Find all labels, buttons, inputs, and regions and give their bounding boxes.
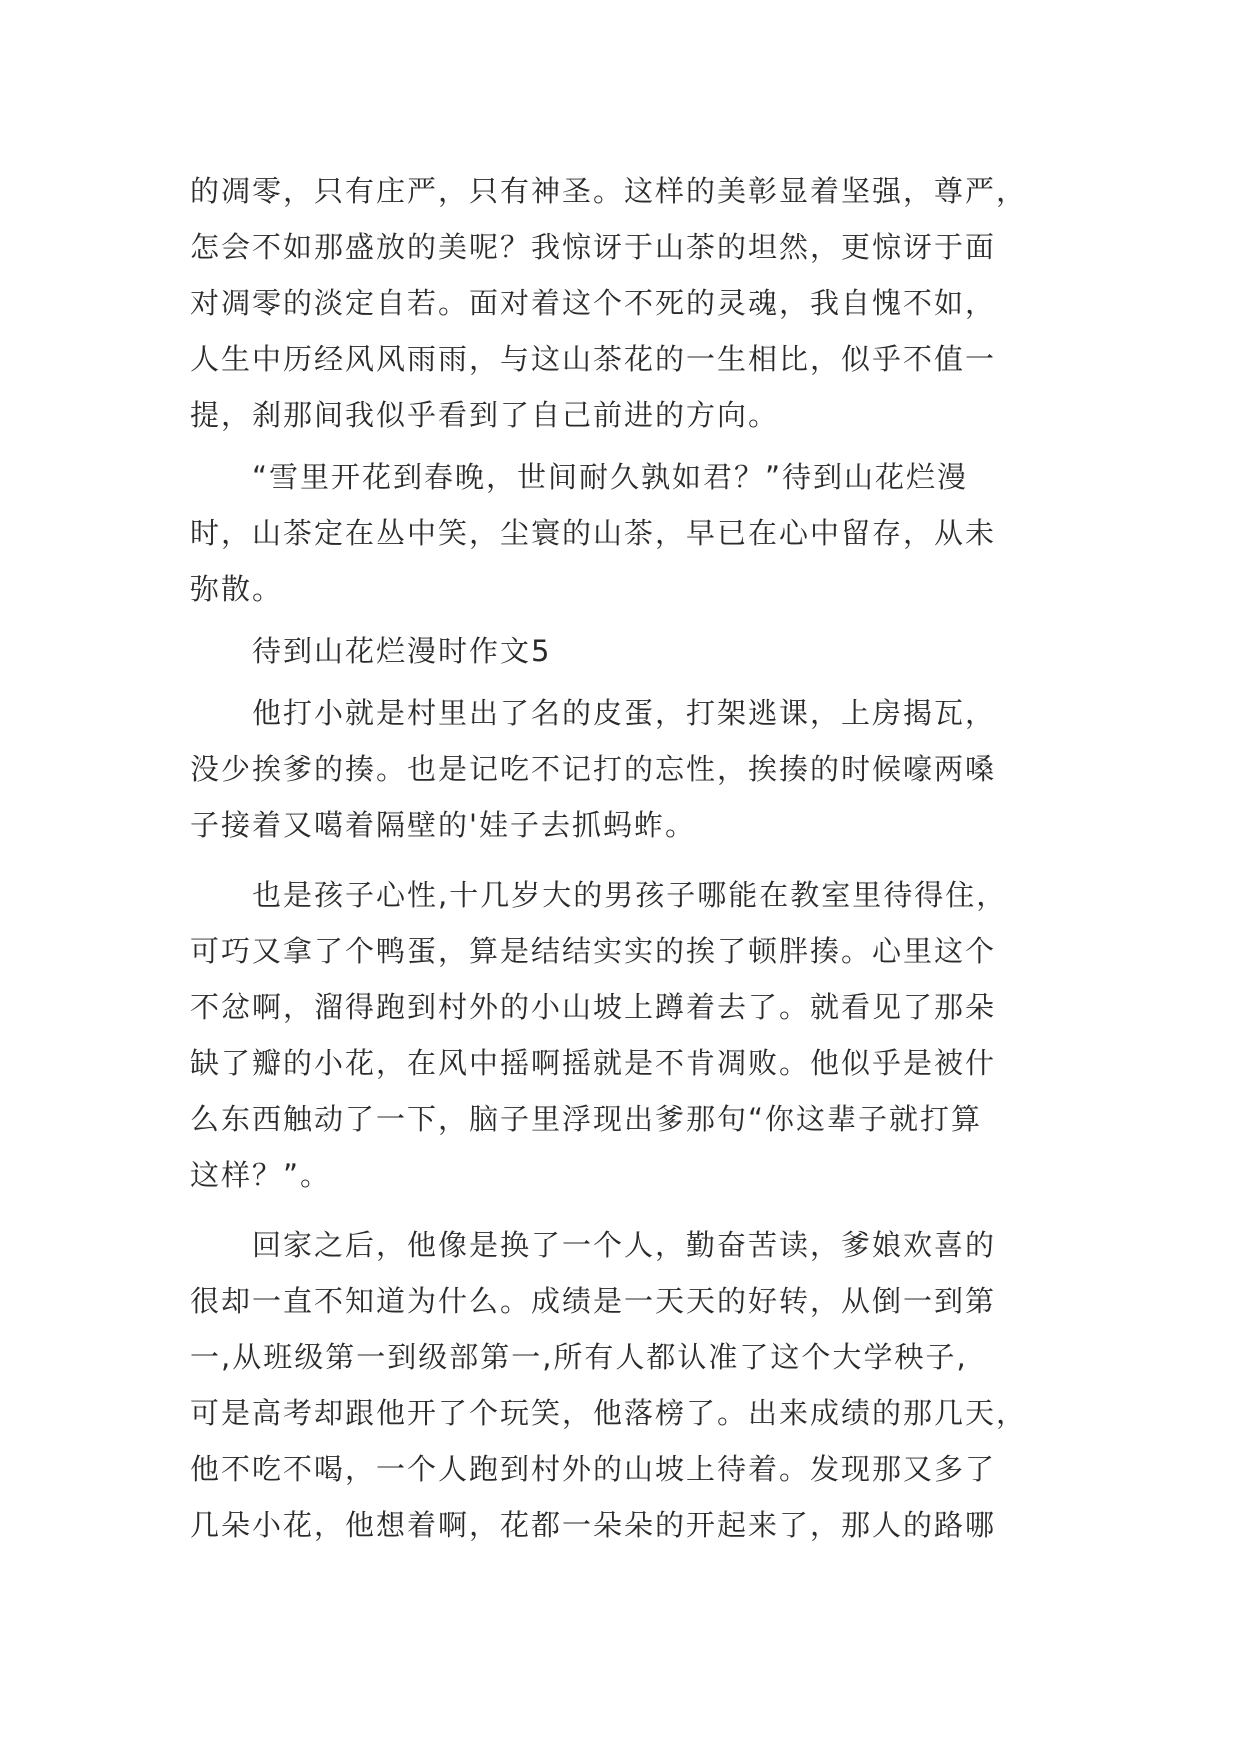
paragraph-3 — [190, 685, 1070, 853]
text-line: 提，刹那间我似乎看到了自己前进的方向。 — [190, 398, 780, 432]
text-line: 这样？”。 — [190, 1158, 332, 1192]
text-line: “雪里开花到春晚，世间耐久孰如君？”待到山花烂漫 — [252, 460, 969, 494]
text-line: 么东西触动了一下，脑子里浮现出爹那句“你这辈子就打算 — [190, 1102, 983, 1136]
text-line: 没少挨爹的揍。也是记吃不记打的忘性，挨揍的时候嚎两嗓 — [190, 752, 997, 786]
paragraph-4 — [190, 867, 1070, 1203]
text-line: 回家之后，他像是换了一个人，勤奋苦读，爹娘欢喜的 — [252, 1228, 997, 1262]
text-line: 也是孩子心性,十几岁大的男孩子哪能在教室里待得住， — [252, 878, 1008, 912]
text-line: 子接着又噶着隔壁的'娃子去抓蚂蚱。 — [190, 808, 696, 842]
text-line: 弥散。 — [190, 572, 284, 606]
text-line: 他打小就是村里出了名的皮蛋，打架逃课，上房揭瓦， — [252, 696, 997, 730]
text-line: 人生中历经风风雨雨，与这山茶花的一生相比，似乎不值一 — [190, 342, 997, 376]
paragraph-2 — [190, 449, 1070, 617]
text-line: 对凋零的淡定自若。面对着这个不死的灵魂，我自愧不如， — [190, 286, 997, 320]
text-line: 的凋零，只有庄严，只有神圣。这样的美彰显着坚强，尊严， — [190, 174, 1028, 208]
paragraph-1 — [190, 163, 1070, 443]
text-line: 几朵小花，他想着啊，花都一朵朵的开起来了，那人的路哪 — [190, 1508, 997, 1542]
text-line: 怎会不如那盛放的美呢？我惊讶于山茶的坦然，更惊讶于面 — [190, 230, 997, 264]
text-line: 可是高考却跟他开了个玩笑，他落榜了。出来成绩的那几天， — [190, 1396, 1028, 1430]
text-line: 时，山茶定在丛中笑，尘寰的山茶，早已在心中留存，从未 — [190, 516, 997, 550]
heading-text: 待到山花烂漫时作文5 — [252, 634, 552, 668]
paragraph-5 — [190, 1217, 1070, 1553]
text-line: 他不吃不喝，一个人跑到村外的山坡上待着。发现那又多了 — [190, 1452, 997, 1486]
text-line: 可巧又拿了个鸭蛋，算是结结实实的挨了顿胖揍。心里这个 — [190, 934, 997, 968]
section-heading — [190, 623, 1070, 679]
text-line: 一,从班级第一到级部第一,所有人都认准了这个大学秧子, — [190, 1340, 968, 1374]
document-body — [190, 163, 1070, 1553]
text-line: 缺了瓣的小花，在风中摇啊摇就是不肯凋败。他似乎是被什 — [190, 1046, 997, 1080]
text-line: 很却一直不知道为什么。成绩是一天天的好转，从倒一到第 — [190, 1284, 997, 1318]
text-line: 不忿啊，溜得跑到村外的小山坡上蹲着去了。就看见了那朵 — [190, 990, 997, 1024]
